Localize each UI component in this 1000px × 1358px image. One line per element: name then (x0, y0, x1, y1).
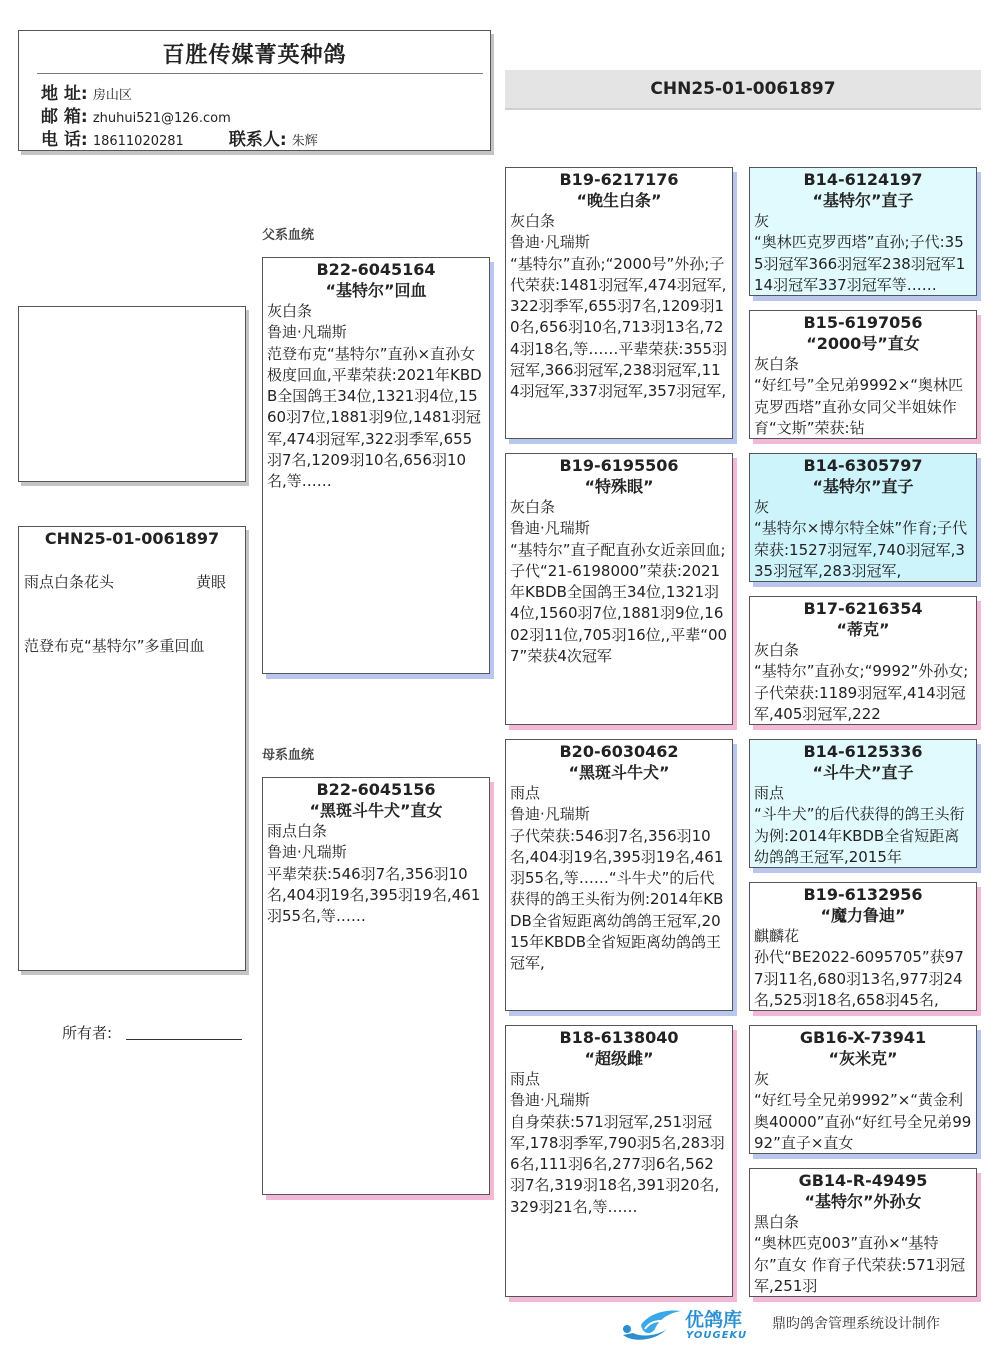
gen4-ring: B19-6132956 (803, 885, 923, 904)
contact-value: 朱辉 (291, 134, 318, 149)
dam-card (262, 777, 490, 1195)
dam-color: 雨点白条 (267, 822, 328, 840)
gen4-color: 灰 (754, 212, 770, 230)
brand-name-en: YOUGEKU (686, 1330, 748, 1341)
gen4-name: “基特尔”直子 (812, 191, 914, 210)
ring-banner-text: CHN25-01-0061897 (650, 79, 836, 99)
gen3-desc: “基特尔”直子配直孙女近亲回血;子代“21-6198000”荣获:2021年KBDB全国鸽王34位,1321羽4位,1560羽7位,1881羽9位,1602羽11位,705羽16位,,平辈“007”荣获4次冠军 (510, 540, 728, 666)
gen4-card (749, 739, 977, 868)
gen4-color: 麒麟花 (754, 927, 800, 945)
sire-ring: B22-6045164 (316, 260, 436, 279)
gen4-name: “基特尔”外孙女 (804, 1192, 922, 1211)
sire-strain: 鲁迪·凡瑞斯 (267, 323, 347, 342)
sire-desc: 范登布克“基特尔”直孙×直孙女极度回血,平辈荣获:2021年KBDB全国鸽王34位,1321羽4位,1560羽7位,1881羽9位,1481羽冠军,474羽冠军,322羽季军,655羽7名,1209羽10名,656羽10名,等…… (267, 344, 482, 491)
phone-label: 电 话: (41, 130, 88, 150)
gen4-card (749, 882, 977, 1011)
gen3-desc: “基特尔”直孙;“2000号”外孙;子代荣获:1481羽冠军,474羽冠军,322羽季军,655羽7名,1209羽10名,656羽10名,713羽13名,724羽18名,等……平辈荣获:355羽冠军,366羽冠军,238羽冠军,114羽冠军,337羽冠军,357羽冠军, (510, 254, 728, 401)
sire-section-label: 父系血统 (262, 228, 315, 243)
footer (615, 1303, 985, 1347)
gen4-ring: B14-6124197 (803, 170, 923, 189)
grandsire-paternal-card (505, 167, 733, 439)
email-label: 邮 箱: (41, 107, 88, 127)
sire-name: “基特尔”回血 (325, 281, 427, 300)
gen3-name: “特殊眼” (584, 477, 654, 496)
gen4-card (749, 596, 977, 725)
gen4-color: 灰 (754, 498, 770, 516)
gen3-strain: 鲁迪·凡瑞斯 (510, 519, 590, 538)
gen4-desc: “奥林匹克罗西塔”直孙;子代:355羽冠军366羽冠军238羽冠军114羽冠军337羽冠军等…… (754, 233, 966, 294)
dam-section-label: 母系血统 (262, 748, 315, 763)
dam-strain: 鲁迪·凡瑞斯 (267, 843, 347, 862)
gen4-name: “蒂克” (836, 620, 890, 639)
gen4-name: “灰米克” (828, 1049, 898, 1068)
header-contact-block (41, 83, 318, 151)
address-value: 房山区 (92, 88, 132, 103)
address-label: 地 址: (41, 84, 88, 104)
gen3-desc: 自身荣获:571羽冠军,251羽冠军,178羽季军,790羽5名,283羽6名,111羽6名,277羽6名,562羽7名,319羽18名,391羽20名,329羽21名,等…… (510, 1112, 725, 1216)
owner-label: 所有者: (62, 1024, 113, 1042)
gen4-card (749, 167, 977, 296)
gen4-name: “斗牛犬”直子 (812, 763, 914, 782)
gen4-name: “魔力鲁迪” (820, 906, 906, 925)
gen4-ring: B14-6305797 (803, 456, 923, 475)
gen4-ring: B17-6216354 (803, 599, 923, 618)
footer-credit: 鼎昀鸽舍管理系统设计制作 (772, 1316, 940, 1332)
gen3-color: 灰白条 (510, 498, 556, 516)
gen4-ring: GB14-R-49495 (798, 1171, 928, 1190)
contact-label: 联系人: (228, 130, 287, 150)
gen3-desc: 子代荣获:546羽7名,356羽10名,404羽19名,395羽19名,461羽55名,等……“斗牛犬”的后代获得的鸽王头衔为例:2014年KBDB全省短距离幼鸽鸽王冠军,2015年KBDB全省短距离幼鸽鸽王冠军, (510, 826, 724, 973)
phone-value: 18611020281 (92, 134, 184, 149)
brand-name: 优鸽库 (685, 1309, 743, 1331)
gen4-desc: “斗牛犬”的后代获得的鸽王头衔为例:2014年KBDB全省短距离幼鸽鸽王冠军,2015年 (754, 805, 965, 866)
dam-name: “黑斑斗牛犬”直女 (309, 801, 443, 820)
gen4-card (749, 310, 977, 439)
header-divider (37, 73, 483, 74)
gen4-color: 灰白条 (754, 641, 800, 659)
gen3-name: “晚生白条” (576, 191, 662, 210)
subject-color: 雨点白条花头 (24, 573, 115, 591)
subject-card (18, 526, 246, 971)
gen4-color: 雨点 (754, 784, 785, 802)
dam-ring: B22-6045156 (316, 780, 436, 799)
gen4-desc: “基特尔”直孙女;“9992”外孙女;子代荣获:1189羽冠军,414羽冠军,405羽冠军,222 (754, 662, 969, 723)
gen4-desc: “奥林匹克003”直孙×“基特尔”直女 作育子代荣获:571羽冠军,251羽 (754, 1234, 966, 1295)
sire-color: 灰白条 (267, 302, 313, 320)
gen4-desc: “好红号全兄弟9992”×“黄金利奥40000”直孙“好红号全兄弟9992”直子×直女 (754, 1091, 972, 1152)
breeder-title: 百胜传媒菁英种鸽 (162, 43, 347, 68)
gen4-card (749, 1025, 977, 1154)
gen4-name: “基特尔”直子 (812, 477, 914, 496)
dam-desc: 平辈荣获:546羽7名,356羽10名,404羽19名,395羽19名,461羽55名,等…… (267, 864, 481, 926)
subject-ring: CHN25-01-0061897 (44, 529, 220, 548)
gen4-card (749, 1168, 977, 1297)
gen3-ring: B19-6195506 (559, 456, 679, 475)
gen3-ring: B18-6138040 (559, 1028, 679, 1047)
pigeon-photo (18, 306, 246, 482)
gen4-desc: “基特尔×博尔特全妹”作育;子代荣获:1527羽冠军,740羽冠军,335羽冠军,283羽冠军, (754, 519, 968, 580)
gen3-strain: 鲁迪·凡瑞斯 (510, 805, 590, 824)
gen4-color: 灰 (754, 1070, 770, 1088)
gen4-color: 黑白条 (754, 1213, 800, 1231)
subject-eye: 黄眼 (196, 573, 227, 591)
gen3-color: 灰白条 (510, 212, 556, 230)
gen3-name: “超级雌” (584, 1049, 654, 1068)
gen3-color: 雨点 (510, 784, 541, 802)
email-value: zhuhui521@126.com (92, 111, 231, 126)
gen3-color: 雨点 (510, 1070, 541, 1088)
sire-card (262, 257, 490, 674)
owner-line (126, 1039, 242, 1040)
gen3-ring: B19-6217176 (559, 170, 679, 189)
grandsire-maternal-card (505, 739, 733, 1011)
gen4-name: “2000号”直女 (806, 334, 920, 353)
gen4-desc: “好红号”全兄弟9992×“奥林匹克罗西塔”直孙女同父半姐妹作育“文斯”荣获:钻 (754, 376, 964, 437)
yougeku-logo-icon (615, 1305, 685, 1345)
gen3-strain: 鲁迪·凡瑞斯 (510, 1091, 590, 1110)
granddam-maternal-card (505, 1025, 733, 1297)
gen3-name: “黑斑斗牛犬” (568, 763, 670, 782)
gen4-ring: GB16-X-73941 (799, 1028, 927, 1047)
gen4-ring: B15-6197056 (803, 313, 923, 332)
ring-banner (505, 70, 981, 110)
gen4-card (749, 453, 977, 582)
gen4-color: 灰白条 (754, 355, 800, 373)
owner-field[interactable] (62, 1022, 112, 1043)
gen3-strain: 鲁迪·凡瑞斯 (510, 233, 590, 252)
breeder-header-card (18, 30, 491, 151)
gen4-ring: B14-6125336 (803, 742, 923, 761)
gen3-ring: B20-6030462 (559, 742, 679, 761)
gen4-desc: 孙代“BE2022-6095705”获977羽11名,680羽13名,977羽24名,525羽18名,658羽45名, (754, 948, 964, 1009)
subject-desc: 范登布克“基特尔”多重回血 (24, 637, 205, 655)
granddam-paternal-card (505, 453, 733, 725)
